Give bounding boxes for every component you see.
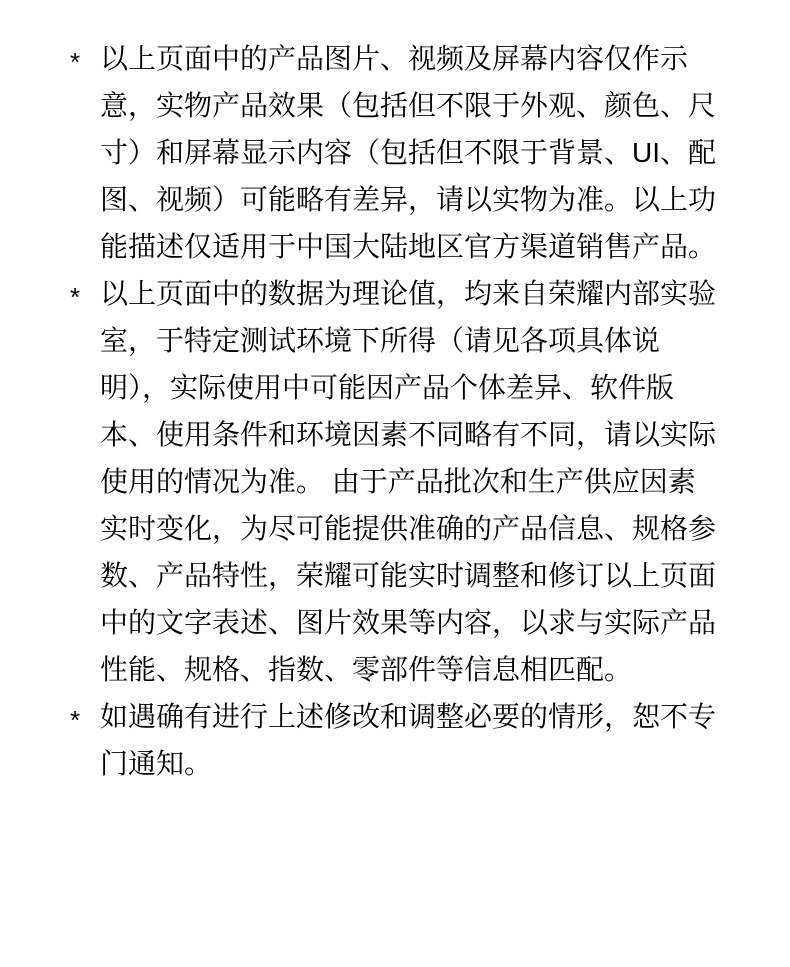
disclaimer-item-3 [70,693,720,787]
asterisk-marker: * [70,282,81,312]
disclaimer-text-2: 以上页面中的数据为理论值，均来自荣耀内部实验室，于特定测试环境下所得（请见各项具体说明），实际使用中可能因产品个体差异、软件版本、使用条件和环境因素不同略有不同，请以实际使用的情况为准。 由于产品批次和生产供应因素实时变化，为尽可能提供准确的产品信息、规格参数、产品特性，荣耀可能实时调整和修订以上页面中的文字表述、图片效果等内容，以求与实际产品性能、规格、指数、零部件等信息相匹配。 [100,278,717,685]
asterisk-marker: * [70,47,81,77]
disclaimer-text-3: 如遇确有进行上述修改和调整必要的情形，恕不专门通知。 [100,701,717,779]
disclaimer-text-1: 以上页面中的产品图片、视频及屏幕内容仅作示意，实物产品效果（包括但不限于外观、颜色、尺寸）和屏幕显示内容（包括但不限于背景、UI、配图、视频）可能略有差异，请以实物为准。以上功能描述仅适用于中国大陆地区官方渠道销售产品。 [100,43,717,262]
disclaimer-item-2 [70,270,720,693]
disclaimer-item-1 [70,35,720,270]
asterisk-marker: * [70,705,81,735]
